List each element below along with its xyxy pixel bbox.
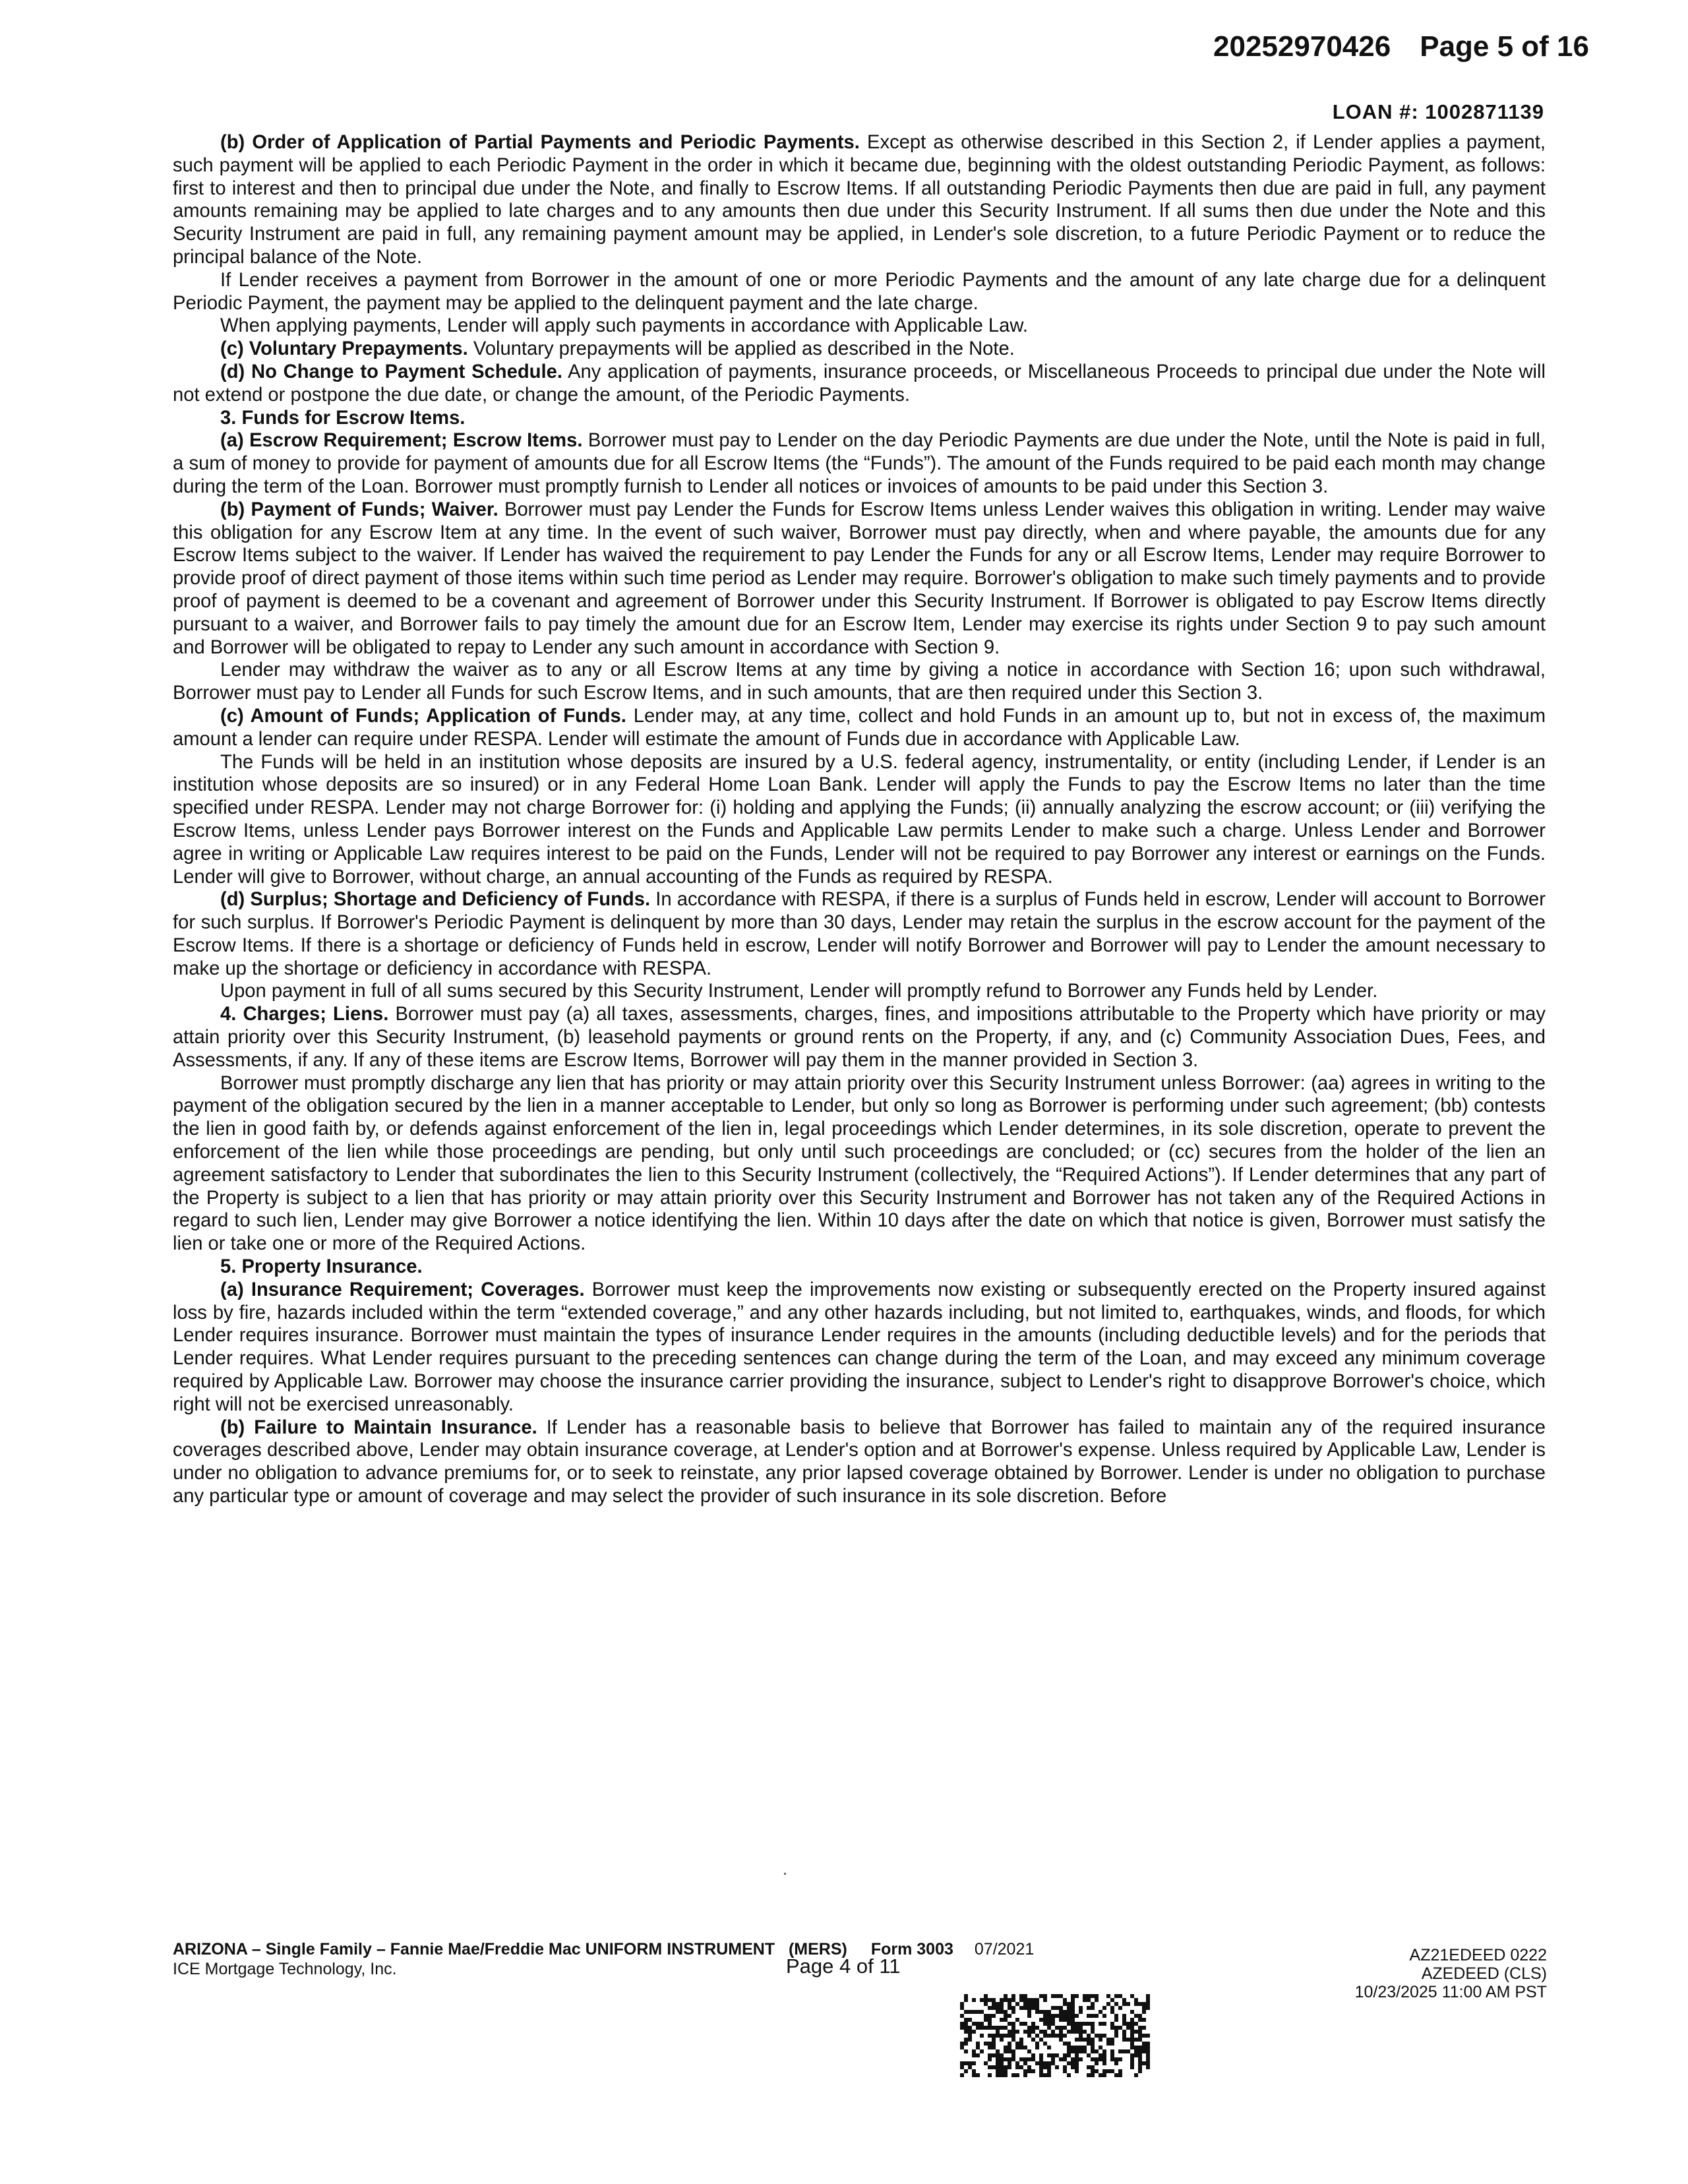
paragraph-heading: (a) Insurance Requirement; Coverages. <box>220 1279 585 1300</box>
paragraph-text: Voluntary prepayments will be applied as described in the Note. <box>467 338 1015 360</box>
paragraph <box>173 1003 1546 1072</box>
paragraph-heading: (d) No Change to Payment Schedule. <box>220 361 562 382</box>
footer-doc-codes <box>1355 1946 1547 2001</box>
paragraph <box>173 499 1546 659</box>
paragraph-text: If Lender receives a payment from Borrower in the amount of one or more Periodic Payments and the amount of any late charge due for a delinquent Periodic Payment, the payment may be applied to the delinquent payment and the late charge. <box>173 269 1546 314</box>
paragraph-text: Borrower must pay Lender the Funds for Escrow Items unless Lender waives this obligation in writing. Lender may waive this obligation for any Escrow Item at any time. In the event of such waiver, Borrower must pay directly, when and where payable, the amounts due for any Escrow Items subject to the waiver. If Lender has waived the requirement to pay Lender the Funds for any or all Escrow Items, Lender may require Borrower to provide proof of direct payment of those items within such time period as Lender may require. Borrower's obligation to make such timely payments and to provide proof of payment is deemed to be a covenant and agreement of Borrower under this Security Instrument. If Borrower is obligated to pay Escrow Items directly pursuant to a waiver, and Borrower fails to pay timely the amount due for an Escrow Item, Lender may exercise its rights under Section 9 to pay such amount and Borrower will be obligated to repay to Lender any such amount in accordance with Section 9. <box>173 499 1546 658</box>
paragraph-text: If Lender has a reasonable basis to believe that Borrower has failed to maintain any of the required insurance coverages described above, Lender may obtain insurance coverage, at Lender's option and at Borrower's expense. Unless required by Applicable Law, Lender is under no obligation to advance premiums for, or to seek to reinstate, any prior lapsed coverage obtained by Borrower. Lender is under no obligation to purchase any particular type or amount of coverage and may select the provider of such insurance in its sole discretion. Before <box>173 1416 1546 1507</box>
paragraph <box>173 131 1546 269</box>
paragraph <box>173 1256 1546 1279</box>
paragraph <box>173 407 1546 430</box>
paragraph-text: Except as otherwise described in this Section 2, if Lender applies a payment, such payment will be applied to each Periodic Payment in the order in which it became due, beginning with the oldest outstanding Periodic Payment, as follows: first to interest and then to principal due under the Note, and finally to Escrow Items. If all outstanding Periodic Payments then due are paid in full, any payment amounts remaining may be applied to late charges and to any amounts then due under this Security Instrument. If all sums then due under the Note and this Security Instrument are paid in full, any remaining payment amount may be applied, in Lender's sole discretion, to a future Periodic Payment or to reduce the principal balance of the Note. <box>173 132 1546 268</box>
paragraph-heading: 4. Charges; Liens. <box>220 1004 389 1025</box>
paragraph <box>173 659 1546 705</box>
doc-code-1: AZ21EDEED 0222 <box>1409 1946 1547 1964</box>
document-body <box>173 131 1546 1508</box>
paragraph-text: Lender may withdraw the waiver as to any or all Escrow Items at any time by giving a notice in accordance with Section 16; upon such withdrawal, Borrower must pay to Lender all Funds for such Escrow Items, and in such amounts, that are then required under this Section 3. <box>173 659 1546 704</box>
paragraph <box>173 751 1546 889</box>
paragraph-heading: (b) Order of Application of Partial Payments and Periodic Payments. <box>220 132 860 153</box>
doc-code-2: AZEDEED (CLS) <box>1421 1964 1547 1983</box>
paragraph-text: Any application of payments, insurance proceeds, or Miscellaneous Proceeds to principal due under the Note will not extend or postpone the due date, or change the amount, of the Periodic Payments. <box>173 361 1546 406</box>
paragraph <box>173 705 1546 751</box>
footer-form-info <box>173 1939 1034 1979</box>
form-date: 07/2021 <box>974 1940 1035 1958</box>
paragraph-heading: (c) Voluntary Prepayments. <box>220 338 468 360</box>
paragraph <box>173 315 1546 338</box>
paragraph-heading: (b) Failure to Maintain Insurance. <box>220 1416 537 1438</box>
paragraph <box>173 888 1546 980</box>
paragraph-heading: 3. Funds for Escrow Items. <box>220 407 466 429</box>
paragraph <box>173 429 1546 498</box>
paragraph-text: When applying payments, Lender will apply such payments in accordance with Applicable Law. <box>220 315 1028 337</box>
company-name: ICE Mortgage Technology, Inc. <box>173 1960 397 1978</box>
paragraph-heading: (c) Amount of Funds; Application of Funds. <box>220 705 626 727</box>
paragraph <box>173 361 1546 407</box>
recording-number: 20252970426 <box>1213 30 1391 63</box>
barcode-image <box>960 1994 1150 2077</box>
paragraph-heading: (a) Escrow Requirement; Escrow Items. <box>220 430 583 452</box>
paragraph-heading: (b) Payment of Funds; Waiver. <box>220 499 498 520</box>
paragraph-text: Borrower must pay (a) all taxes, assessments, charges, fines, and impositions attributable to the Property which have priority or may attain priority over this Security Instrument, (b) leasehold payments or ground rents on the Property, if any, and (c) Community Association Dues, Fees, and Assessments, if any. If any of these items are Escrow Items, Borrower will pay them in the manner provided in Section 3. <box>173 1004 1546 1071</box>
paragraph <box>173 980 1546 1003</box>
form-title: ARIZONA – Single Family – Fannie Mae/Freddie Mac UNIFORM INSTRUMENT <box>173 1940 775 1958</box>
doc-timestamp: 10/23/2025 11:00 AM PST <box>1354 1983 1547 2001</box>
recording-header <box>1213 30 1589 63</box>
paragraph <box>173 1416 1546 1508</box>
paragraph-text: The Funds will be held in an institution whose deposits are insured by a U.S. federal agency, instrumentality, or entity (including Lender, if Lender is an institution whose deposits are so insured) or in any Federal Home Loan Bank. Lender will apply the Funds to pay the Escrow Items no later than the time specified under RESPA. Lender may not charge Borrower for: (i) holding and applying the Funds; (ii) annually analyzing the escrow account; or (iii) verifying the Escrow Items, unless Lender pays Borrower interest on the Funds and Applicable Law permits Lender to make such a charge. Unless Lender and Borrower agree in writing or Applicable Law requires interest to be paid on the Funds, Lender will not be required to pay Borrower any interest or earnings on the Funds. Lender will give to Borrower, without charge, an annual accounting of the Funds as required by RESPA. <box>173 751 1546 888</box>
page-label: Page 5 of 16 <box>1420 30 1589 63</box>
paragraph-text: In accordance with RESPA, if there is a surplus of Funds held in escrow, Lender will account to Borrower for such surplus. If Borrower's Periodic Payment is delinquent by more than 30 days, Lender may retain the surplus in the escrow account for the payment of the Escrow Items. If there is a shortage or deficiency of Funds held in escrow, Lender will notify Borrower and Borrower will pay to Lender the amount necessary to make up the shortage or deficiency in accordance with RESPA. <box>173 889 1546 979</box>
paragraph-text: Upon payment in full of all sums secured by this Security Instrument, Lender will promptly refund to Borrower any Funds held by Lender. <box>220 981 1378 1002</box>
paragraph <box>173 269 1546 315</box>
paragraph <box>173 338 1546 361</box>
scan-speck <box>784 1873 786 1875</box>
paragraph <box>173 1072 1546 1256</box>
loan-number: LOAN #: 1002871139 <box>1332 100 1544 123</box>
paragraph-text: Lender may, at any time, collect and hold Funds in an amount up to, but not in excess of, the maximum amount a lender can require under RESPA. Lender will estimate the amount of Funds due in accordance with Applicable Law. <box>173 705 1546 750</box>
form-number: Form 3003 <box>870 1940 953 1958</box>
paragraph <box>173 1279 1546 1416</box>
form-mers: (MERS) <box>788 1940 847 1958</box>
paragraph-text: Borrower must keep the improvements now existing or subsequently erected on the Property insured against loss by fire, hazards included within the term “extended coverage,” and any other hazards including, but not limited to, earthquakes, winds, and floods, for which Lender requires insurance. Borrower must maintain the types of insurance Lender requires in the amounts (including deductible levels) and for the periods that Lender requires. What Lender requires pursuant to the preceding sentences can change during the term of the Loan, and may exceed any minimum coverage required by Applicable Law. Borrower may choose the insurance carrier providing the insurance, subject to Lender's right to disapprove Borrower's choice, which right will not be exercised unreasonably. <box>173 1279 1546 1415</box>
footer-page-number: Page 4 of 11 <box>786 1955 901 1978</box>
paragraph-text: Borrower must pay to Lender on the day Periodic Payments are due under the Note, until the Note is paid in full, a sum of money to provide for payment of amounts due for all Escrow Items (the “Funds”). The amount of the Funds required to be paid each month may change during the term of the Loan. Borrower must promptly furnish to Lender all notices or invoices of amounts to be paid under this Section 3. <box>173 430 1546 497</box>
paragraph-heading: 5. Property Insurance. <box>220 1256 423 1278</box>
paragraph-heading: (d) Surplus; Shortage and Deficiency of Funds. <box>220 889 651 911</box>
paragraph-text: Borrower must promptly discharge any lien that has priority or may attain priority over this Security Instrument unless Borrower: (aa) agrees in writing to the payment of the obligation secured by the lien in a manner acceptable to Lender, but only so long as Borrower is performing under such agreement; (bb) contests the lien in good faith by, or defends against enforcement of the lien in, legal proceedings which Lender determines, in its sole discretion, operate to prevent the enforcement of the lien while those proceedings are pending, but only until such proceedings are concluded; or (cc) secures from the holder of the lien an agreement satisfactory to Lender that subordinates the lien to this Security Instrument (collectively, the “Required Actions”). If Lender determines that any part of the Property is subject to a lien that has priority or may attain priority over this Security Instrument and Borrower has not taken any of the Required Actions in regard to such lien, Lender may give Borrower a notice identifying the lien. Within 10 days after the date on which that notice is given, Borrower must satisfy the lien or take one or more of the Required Actions. <box>173 1072 1546 1255</box>
